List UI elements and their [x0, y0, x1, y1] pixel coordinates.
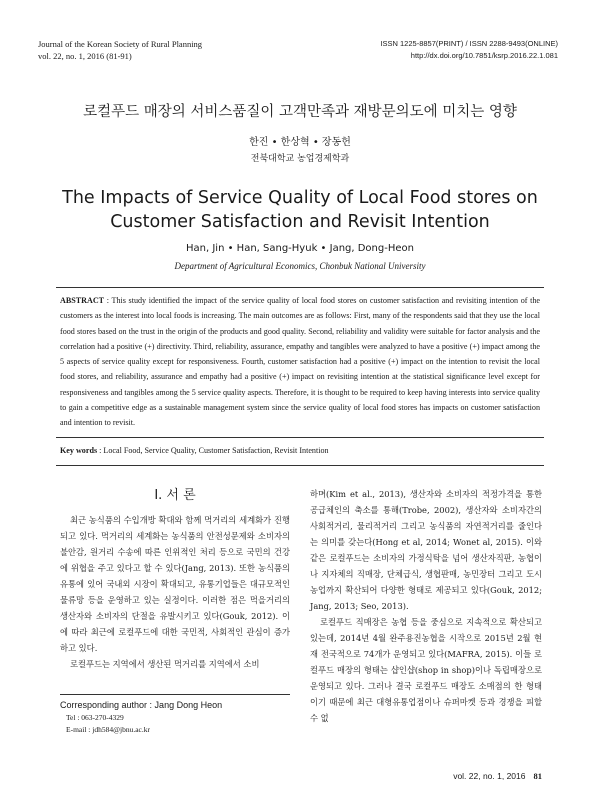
- korean-title: 로컬푸드 매장의 서비스품질이 고객만족과 재방문의도에 미치는 영향: [83, 104, 517, 120]
- page-number: 81: [533, 771, 542, 781]
- author-email[interactable]: E-mail : jdh584@jbnu.ac.kr: [66, 725, 150, 734]
- doi-link[interactable]: http://dx.doi.org/10.7851/ksrp.2016.22.1.081: [410, 51, 558, 60]
- footnote-rule: [60, 694, 290, 695]
- journal-name: Journal of the Korean Society of Rural Planning: [38, 39, 203, 49]
- abstract-top-rule: [56, 287, 544, 288]
- keywords-top-rule: [56, 437, 544, 438]
- left-column: [60, 486, 290, 672]
- korean-affiliation: 전북대학교 농업경제학과: [250, 154, 350, 164]
- intro-paragraph-3: 로컬푸드 직매장은 농협 등을 중심으로 지속적으로 확산되고 있는데, 2014년 4월 완주용진농협을 시작으로 2015년 2월 현재 전국적으로 74개가 운영되고 있다(MAFRA, 2015). 이들 로컬푸드 매장의 형태는 샵인샵(shop in shop)이나 독립매장으로 운영되고 있다. 그러나 결국 로컬푸드 매장도 소매점의 한 형태이기 때문에 최근 대형유통업점이나 슈퍼마켓 등과 경쟁을 피할 수 없: [310, 617, 542, 723]
- keywords: [60, 445, 540, 457]
- corresponding-author: Corresponding author : Jang Dong Heon: [60, 700, 223, 710]
- intro-paragraph-2-continued: 하며(Kim et al., 2013), 생산자와 소비자의 적정가격을 통한 공급체인의 축소를 통해(Trobe, 2002), 생산자와 소비자간의 사회적거리, 물리적거리 그리고 농식품의 자연적거리를 줄인다는 의미를 갖는다(Hong et al, 2014; Wonet al, 2015). 이와 같은 로컬푸드는 소비자의 가정식탁을 넘어 생산자직판, 농협이나 지자체의 직매장, 단체급식, 생협판매, 농민장터 그리고 도시농업까지 확산되어 다양한 형태로 제공되고 있다(Gouk, 2012; Jang, 2013; Seo, 2013).: [310, 489, 542, 611]
- intro-paragraph-2: 로컬푸드는 지역에서 생산된 먹거리를 지역에서 소비: [69, 659, 260, 669]
- abstract: [60, 293, 540, 431]
- keywords-label: Key words: [60, 446, 98, 455]
- english-authors: Han, Jin • Han, Sang-Hyuk • Jang, Dong-Heon: [186, 243, 414, 254]
- page-footer: [453, 771, 542, 781]
- correspondence-note: [60, 694, 290, 736]
- journal-volume: vol. 22, no. 1, 2016 (81-91): [38, 51, 132, 61]
- english-affiliation: Department of Agricultural Economics, Chonbuk National University: [174, 261, 426, 271]
- author-phone: Tel : 063-270-4329: [66, 713, 124, 722]
- keywords-bottom-rule: [56, 465, 544, 466]
- issn-header: [380, 38, 558, 62]
- intro-paragraph-1: 최근 농식품의 수입개방 확대와 함께 먹거리의 세계화가 진행되고 있다. 먹거리의 세계화는 농식품의 안전성문제와 소비자의 불안감, 원거리 수송에 따른 인위적인 처리 등으로 국민의 건강에 위협을 주고 있다고 할 수 있다(Jang, 2013). 또한 농식품의 유통에 있어 국내외 시장이 확대되고, 유통기업들은 대규모적인 물류망 등을 운영하고 있는 실정이다. 이러한 점은 먹을거리의 생산자와 소비자의 단절을 유발시키고 있다(Gouk, 2012). 이에 따라 최근에 로컬푸드에 대한 국민적, 사회적인 관심이 증가하고 있다.: [60, 515, 290, 653]
- abstract-text: : This study identified the impact of the service quality of local food stores on customer satisfaction and revisiting intention of the customers as the interest into local foods is increasing. The main outcomes are as follows: First, many of the respondents said that they use the local food stores based on the trust in the origin of the products and good quality. Second, reliability and validity were suitable for factor analysis and the correlation had a positive (+) directivity. Third, reliability, assurance, empathy and tangibles were analyzed to have a positive (+) impact among the 5 aspects of service quality except for responsiveness. Fourth, customer satisfaction had a positive (+) impact on the intention to revisit the local food stores, and reliability, assurance and empathy had a positive (+) impact on revisiting intention at the statistical significance level except for responsiveness and tangibles among the 5 service quality aspects. Therefore, it is thought to be required to keep having interests into service quality to gain a competitive edge as a sustainable management system since the service quality of local food stores has impacts on customer satisfaction and intention to revisit.: [60, 296, 540, 428]
- issn: ISSN 1225-8857(PRINT) / ISSN 2288-9493(ONLINE): [380, 39, 558, 48]
- abstract-label: ABSTRACT: [60, 296, 105, 305]
- right-column: [310, 486, 542, 726]
- english-title: The Impacts of Service Quality of Local Food stores on Customer Satisfaction and Revisit Intention: [62, 188, 538, 232]
- journal-header: [38, 38, 202, 62]
- keywords-text: : Local Food, Service Quality, Customer Satisfaction, Revisit Intention: [97, 446, 329, 455]
- footer-volume: vol. 22, no. 1, 2016: [453, 771, 526, 781]
- section-heading: Ⅰ. 서 론: [154, 488, 196, 503]
- korean-authors: 한진 • 한상혁 • 장동헌: [249, 137, 351, 148]
